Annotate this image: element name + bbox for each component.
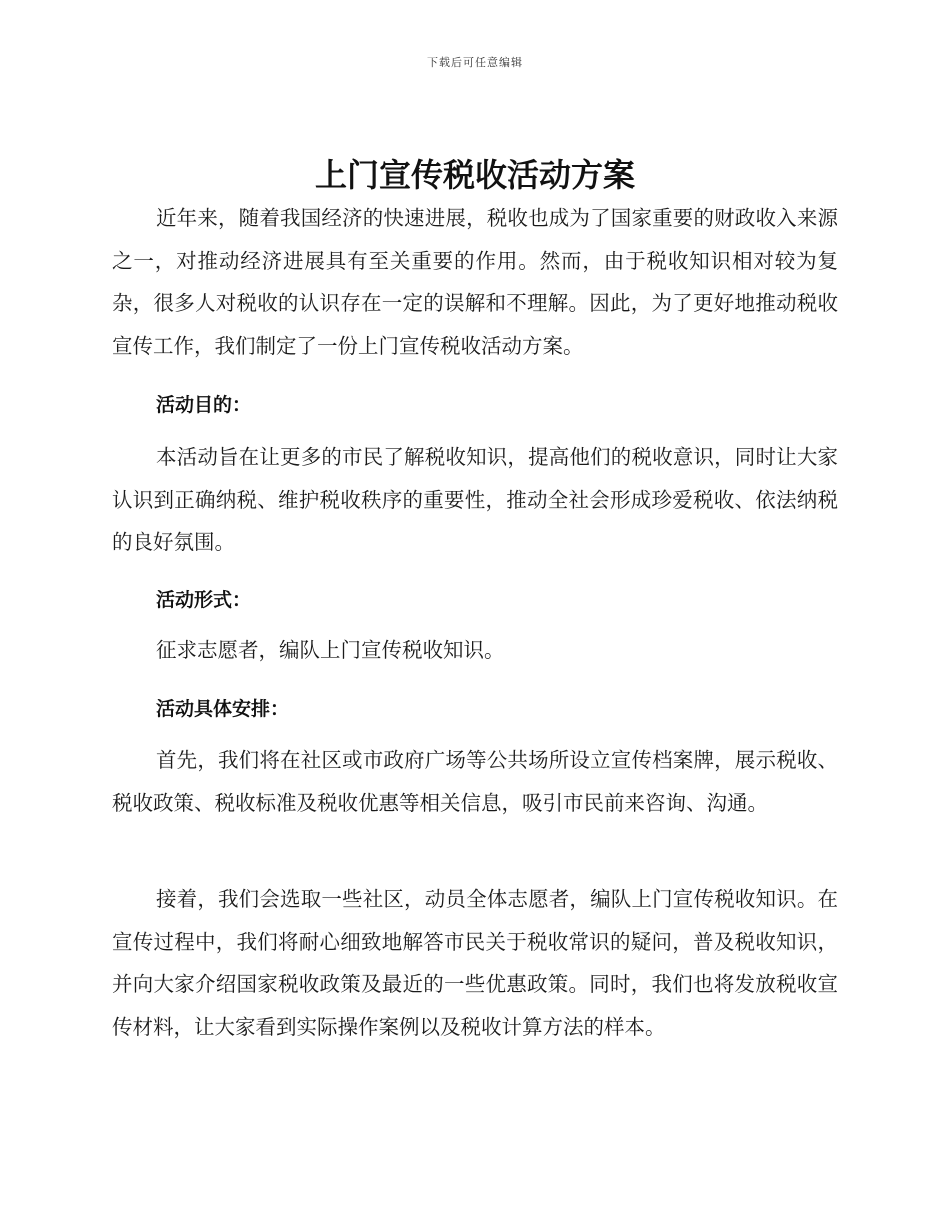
arrangement-paragraph-2: 接着，我们会选取一些社区，动员全体志愿者，编队上门宣传税收知识。在宣传过程中，我们将耐心细致地解答市民关于税收常识的疑问，普及税收知识，并向大家介绍国家税收政策及最近的一些优惠政策。同时，我们也将发放税收宣传材料，让大家看到实际操作案例以及税收计算方法的样本。	[112, 887, 838, 1039]
intro-paragraph: 近年来，随着我国经济的快速进展，税收也成为了国家重要的财政收入来源之一，对推动经济进展具有至关重要的作用。然而，由于税收知识相对较为复杂，很多人对税收的认识存在一定的误解和不理解。因此，为了更好地推动税收宣传工作，我们制定了一份上门宣传税收活动方案。	[112, 206, 838, 358]
purpose-paragraph: 本活动旨在让更多的市民了解税收知识，提高他们的税收意识，同时让大家认识到正确纳税、维护税收秩序的重要性，推动全社会形成珍爱税收、依法纳税的良好氛围。	[112, 445, 838, 554]
section-heading-arrangement: 活动具体安排：	[156, 698, 290, 720]
section-heading-form: 活动形式：	[156, 589, 252, 611]
header-note: 下载后可任意编辑	[427, 56, 523, 69]
form-paragraph: 征求志愿者，编队上门宣传税收知识。	[156, 638, 505, 662]
section-heading-purpose: 活动目的：	[156, 394, 252, 416]
document-title: 上门宣传税收活动方案	[314, 156, 635, 194]
arrangement-paragraph-1: 首先，我们将在社区或市政府广场等公共场所设立宣传档案牌，展示税收、税收政策、税收标准及税收优惠等相关信息，吸引市民前来咨询、沟通。	[112, 748, 838, 815]
